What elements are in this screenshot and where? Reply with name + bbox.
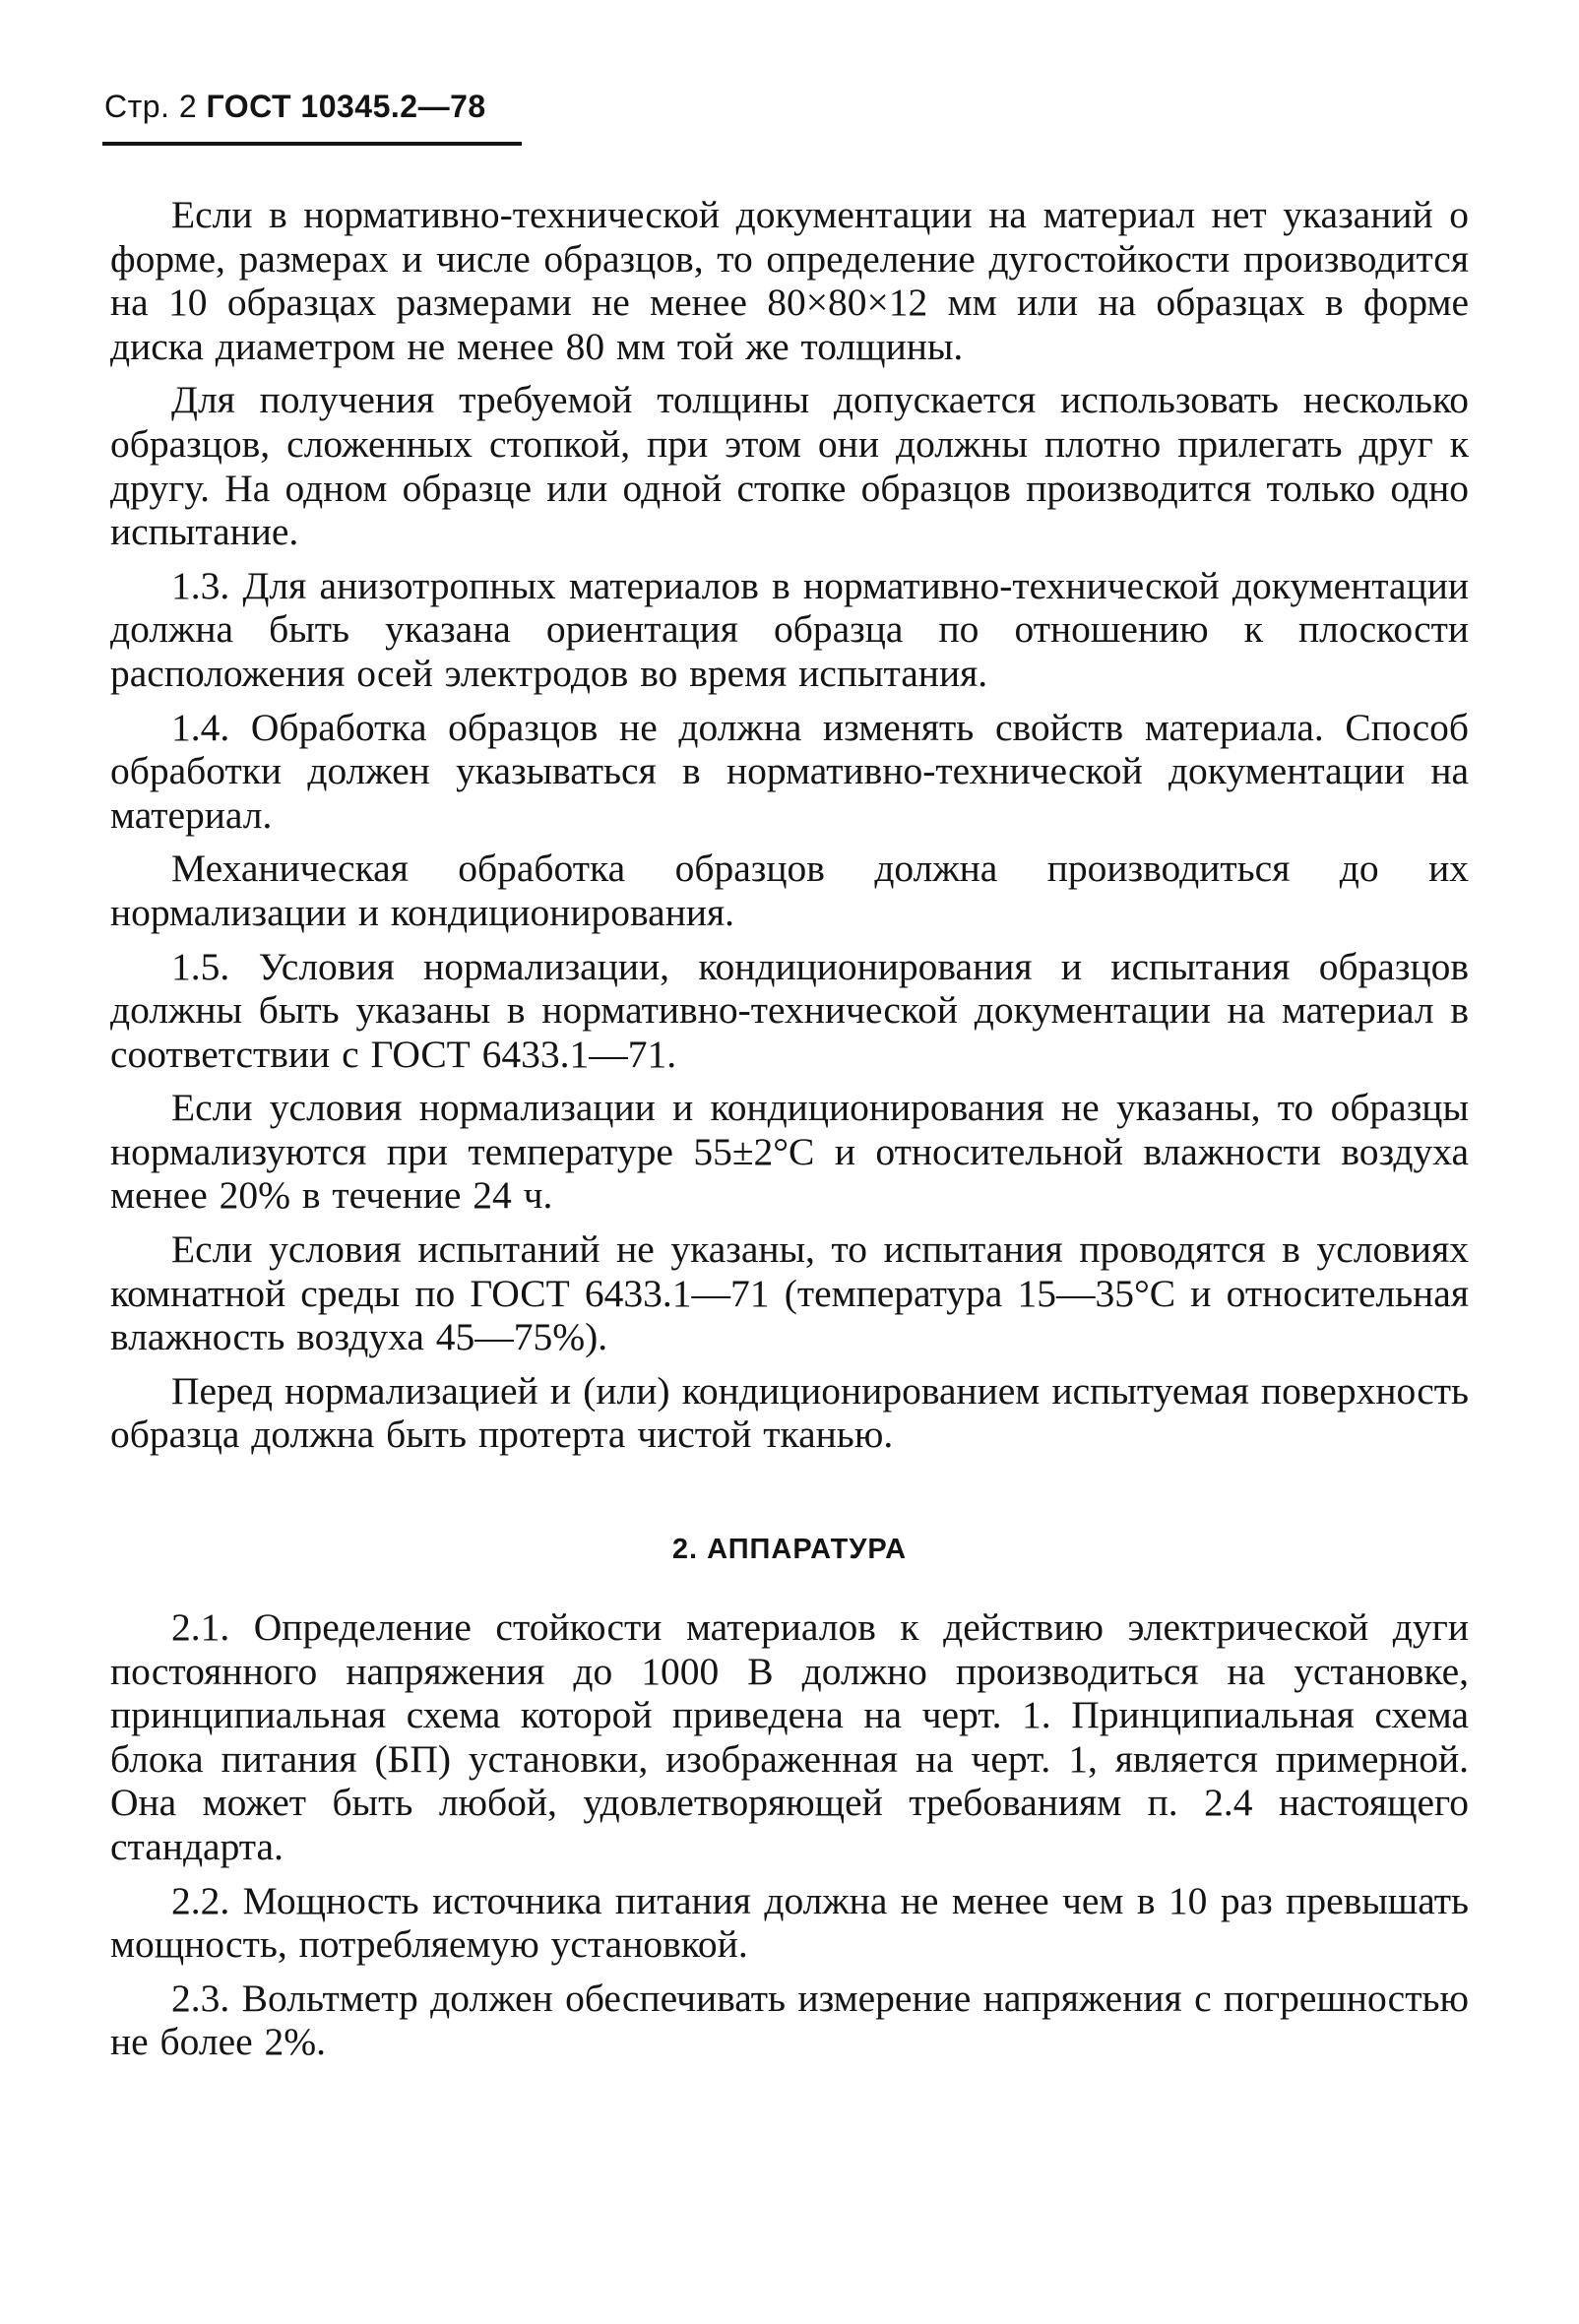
- paragraph-test-conditions-default: Если условия испытаний не указаны, то испытания проводятся в условиях комнатной среды по ГОСТ 6433.1—71 (температура 15—35°С и относительная влажность воздуха 45—75%).: [110, 1227, 1469, 1359]
- paragraph-surface-cleaning: Перед нормализацией и (или) кондиционированием испытуемая поверхность образца должна быть протерта чистой тканью.: [110, 1368, 1469, 1457]
- paragraph-2-2: 2.2. Мощность источника питания должна не менее чем в 10 раз превышать мощность, потребляемую установкой.: [110, 1878, 1469, 1967]
- paragraph-1-4: 1.4. Обработка образцов не должна изменять свойств материала. Способ обработки должен указываться в нормативно-технической документации на материал.: [110, 705, 1469, 837]
- paragraph-stacked-samples: Для получения требуемой толщины допускается использовать несколько образцов, сложенных стопкой, при этом они должны плотно прилегать друг к другу. На одном образце или одной стопке образцов производится только одно испытание.: [110, 378, 1469, 554]
- page-number: Стр. 2: [104, 89, 198, 124]
- page-header: [102, 83, 522, 146]
- paragraph-samples-size: Если в нормативно-технической документации на материал нет указаний о форме, размерах и числе образцов, то определение дугостойкости производится на 10 образцах размерами не менее 80×80×12 мм или на образцах в форме диска диаметром не менее 80 мм той же толщины.: [110, 193, 1469, 368]
- paragraph-1-3: 1.3. Для анизотропных материалов в нормативно-технической документации должна быть указана ориентация образца по отношению к плоскости расположения осей электродов во время испытания.: [110, 563, 1469, 695]
- paragraph-2-1: 2.1. Определение стойкости материалов к действию электрической дуги постоянного напряжения до 1000 В должно производиться на установке, принципиальная схема которой приведена на черт. 1. Принципиальная схема блока питания (БП) установки, изображенная на черт. 1, является примерной. Она может быть любой, удовлетворяющей требованиям п. 2.4 настоящего стандарта.: [110, 1605, 1469, 1868]
- paragraph-2-3: 2.3. Вольтметр должен обеспечивать измерение напряжения с погрешностью не более 2%.: [110, 1976, 1469, 2064]
- paragraph-machining: Механическая обработка образцов должна производиться до их нормализации и кондиционирования.: [110, 847, 1469, 934]
- paragraph-1-5: 1.5. Условия нормализации, кондиционирования и испытания образцов должны быть указаны в нормативно-технической документации на материал в соответствии с ГОСТ 6433.1—71.: [110, 944, 1469, 1076]
- standard-id: ГОСТ 10345.2—78: [206, 89, 486, 124]
- header-text: [104, 89, 486, 125]
- paragraph-normalization-default: Если условия нормализации и кондиционирования не указаны, то образцы нормализуются при температуре 55±2°С и относительной влажности воздуха менее 20% в течение 24 ч.: [110, 1086, 1469, 1218]
- document-body: [110, 193, 1469, 2074]
- section-heading-apparatus: 2. АППАРАТУРА: [671, 1534, 908, 1566]
